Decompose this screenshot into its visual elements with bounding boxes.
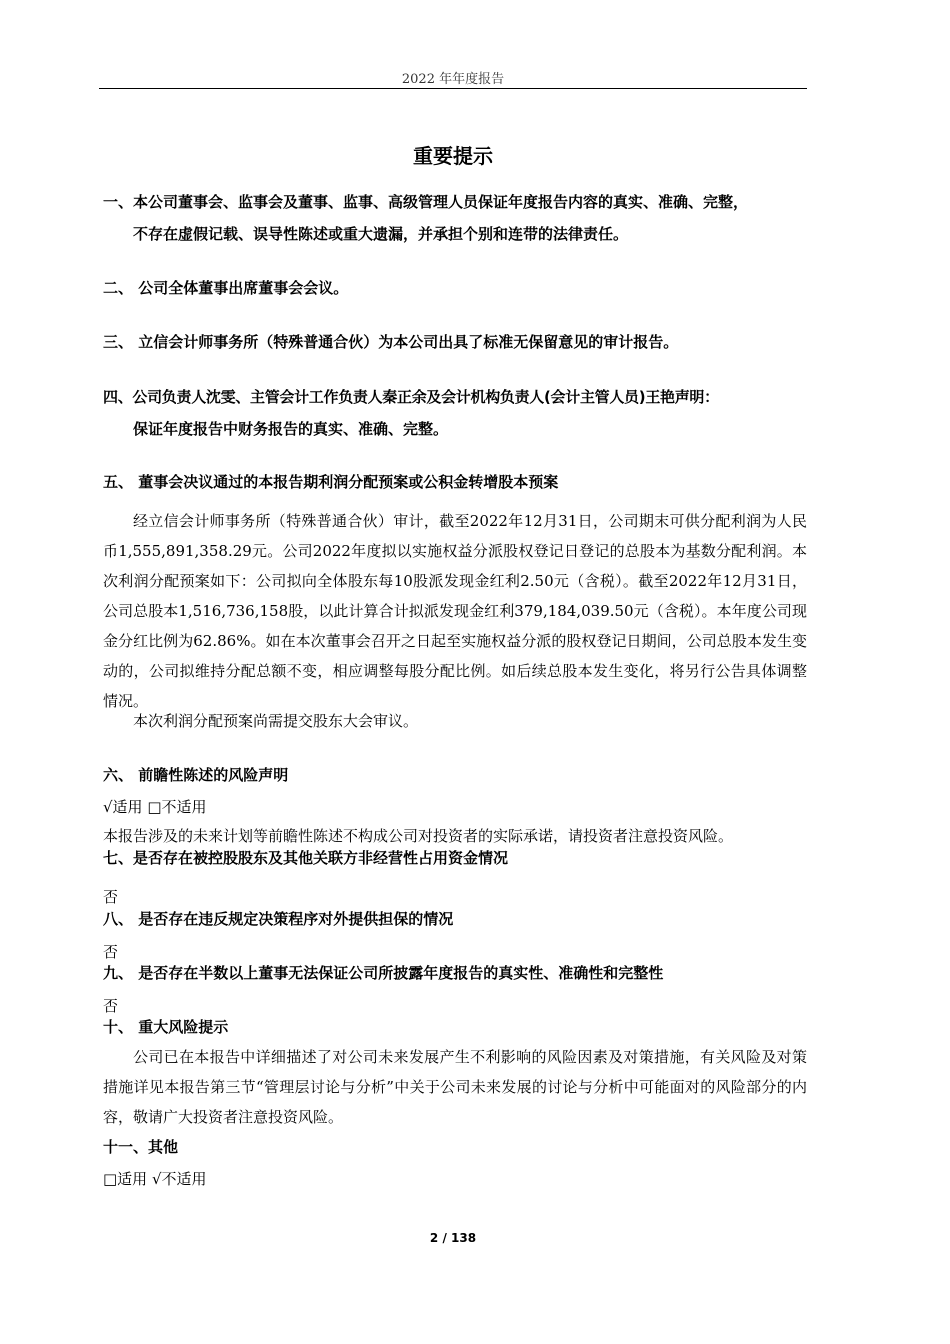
section-8-heading: 八、 是否存在违反规定决策程序对外提供担保的情况 — [103, 910, 454, 928]
section-9-answer: 否 — [103, 997, 119, 1015]
section-11-options: □适用 √不适用 — [103, 1170, 207, 1188]
section-1-line-2: 不存在虚假记载、误导性陈述或重大遗漏，并承担个别和连带的法律责任。 — [133, 225, 629, 243]
section-5-paragraph: 经立信会计师事务所（特殊普通合伙）审计，截至2022年12月31日，公司期末可供分配利润为人民币1,555,891,358.29元。公司2022年度拟以实施权益分派股权登记日登记的总股本为基数分配利润。本次利润分配预案如下：公司拟向全体股东每10股派发现金红利2.50元（含税）。截至2022年12月31日，公司总股本1,516,736,158股，以此计算合计拟派发现金红利379,184,039.50元（含税）。本年度公司现金分红比例为62.86%。如在本次董事会召开之日起至实施权益分派的股权登记日期间，公司总股本发生变动的，公司拟维持分配总额不变，相应调整每股分配比例。如后续总股本发生变化，将另行公告具体调整情况。 — [103, 512, 807, 710]
header-rule — [99, 88, 807, 89]
running-header: 2022 年年度报告 — [401, 72, 505, 87]
section-9-heading: 九、 是否存在半数以上董事无法保证公司所披露年度报告的真实性、准确性和完整性 — [103, 964, 664, 982]
section-4-line-1: 四、公司负责人沈雯、主管会计工作负责人秦正余及会计机构负责人(会计主管人员)王艳声明： — [103, 388, 719, 406]
page-number: 2 / 138 — [429, 1231, 477, 1245]
section-10-heading: 十、 重大风险提示 — [103, 1018, 229, 1036]
page-title: 重要提示 — [413, 144, 493, 168]
section-7-answer: 否 — [103, 888, 119, 906]
section-7-heading: 七、是否存在被控股股东及其他关联方非经营性占用资金情况 — [103, 849, 509, 867]
section-1-line-1: 一、本公司董事会、监事会及董事、监事、高级管理人员保证年度报告内容的真实、准确、完整， — [103, 193, 749, 211]
section-8-answer: 否 — [103, 943, 119, 961]
section-5-heading: 五、 董事会决议通过的本报告期利润分配预案或公积金转增股本预案 — [103, 473, 559, 491]
section-6-text: 本报告涉及的未来计划等前瞻性陈述不构成公司对投资者的实际承诺，请投资者注意投资风险。 — [103, 827, 734, 845]
section-6-options: √适用 □不适用 — [103, 798, 207, 816]
section-5-paragraph-2: 本次利润分配预案尚需提交股东大会审议。 — [133, 712, 419, 730]
section-4-line-2: 保证年度报告中财务报告的真实、准确、完整。 — [133, 420, 449, 438]
section-10-paragraph: 公司已在本报告中详细描述了对公司未来发展产生不利影响的风险因素及对策措施，有关风险及对策措施详见本报告第三节“管理层讨论与分析”中关于公司未来发展的讨论与分析中可能面对的风险部分的内容，敬请广大投资者注意投资风险。 — [103, 1048, 807, 1126]
section-2: 二、 公司全体董事出席董事会会议。 — [103, 279, 349, 297]
section-6-heading: 六、 前瞻性陈述的风险声明 — [103, 766, 289, 784]
section-3: 三、 立信会计师事务所（特殊普通合伙）为本公司出具了标准无保留意见的审计报告。 — [103, 333, 679, 351]
section-11-heading: 十一、其他 — [103, 1138, 179, 1156]
